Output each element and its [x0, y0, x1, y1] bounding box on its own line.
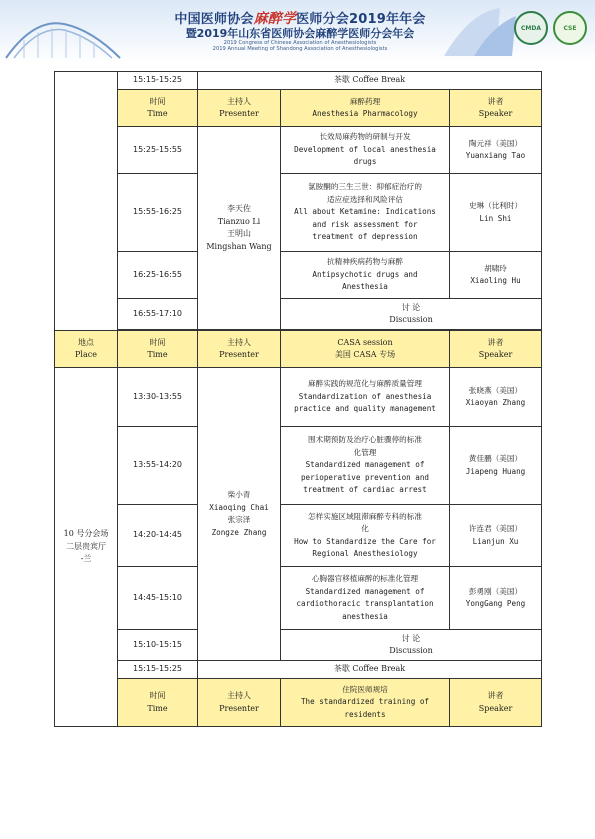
header-place: 地点 Place [55, 331, 118, 368]
time-cell: 15:10-15:15 [118, 630, 198, 661]
break-row [55, 72, 542, 90]
banner-subtitle: 暨2019年山东省医师协会麻醉学医师分会年会 [185, 27, 415, 40]
talk-speaker: 陶元祥（美国） Yuanxiang Tao [450, 127, 542, 174]
talk-topic: 抗精神疾病药物与麻醉 Antipsychotic drugs and Anesthesia [281, 252, 450, 299]
talk-topic: 心胸器官移植麻醉的标准化管理 Standardized management of cardiothoracic transplantation anesthesia [281, 567, 450, 630]
time-cell: 16:55-17:10 [118, 299, 198, 330]
time-cell: 15:15-15:25 [118, 72, 198, 90]
time-cell: 14:20-14:45 [118, 505, 198, 567]
talk-topic: 麻醉实践的规范化与麻醉质量管理 Standardization of anesthesia practice and quality management [281, 368, 450, 427]
header-speaker: 讲者 Speaker [450, 679, 542, 727]
time-cell: 14:45-15:10 [118, 567, 198, 630]
talk-row [55, 368, 542, 427]
discussion-row [55, 299, 542, 330]
break-row [55, 661, 542, 679]
place-cell-empty [55, 72, 118, 331]
header-topic: 麻醉药理 Anesthesia Pharmacology [281, 90, 450, 127]
talk-speaker: 张晓燕（美国） Xiaoyan Zhang [450, 368, 542, 427]
discussion-cell: 讨 论 Discussion [281, 299, 542, 330]
time-cell: 15:55-16:25 [118, 174, 198, 252]
talk-speaker: 胡啸玲 Xiaoling Hu [450, 252, 542, 299]
discussion-row [55, 630, 542, 661]
event-cell: 茶歇 Coffee Break [198, 72, 542, 90]
talk-row [55, 427, 542, 505]
cmda-logo: CMDA [514, 11, 548, 45]
header-presenter: 主持人 Presenter [198, 331, 281, 368]
header-row [55, 331, 542, 368]
header-banner [0, 0, 595, 62]
talk-topic: 围术期预防及治疗心脏骤停的标准 化管理 Standardized management of perioperative prevention and treatment of cardiac arrest [281, 427, 450, 505]
event-cell: 茶歇 Coffee Break [198, 661, 542, 679]
presenters-cell: 柴小青 Xiaoqing Chai 张宗泽 Zongze Zhang [198, 368, 281, 661]
talk-row [55, 567, 542, 630]
talk-speaker: 许连君（美国） Lianjun Xu [450, 505, 542, 567]
header-presenter: 主持人 Presenter [198, 90, 281, 127]
header-presenter: 主持人 Presenter [198, 679, 281, 727]
time-cell: 13:30-13:55 [118, 368, 198, 427]
talk-row [55, 127, 542, 174]
time-cell: 15:25-15:55 [118, 127, 198, 174]
time-cell: 15:15-15:25 [118, 661, 198, 679]
skyline-graphic [440, 6, 520, 58]
talk-topic: 怎样实施区域阻滞麻醉专科的标准 化 How to Standardize the Care for Regional Anesthesiology [281, 505, 450, 567]
talk-row [55, 252, 542, 299]
schedule-table [54, 71, 542, 727]
talk-topic: 氯胺酮的三生三世：抑郁症治疗的 适应症选择和风险评估 All about Ketamine: Indications and risk assessment for treatment of depression [281, 174, 450, 252]
header-time: 时间 Time [118, 679, 198, 727]
presenters-cell: 李天佐 Tianzuo Li 王明山 Mingshan Wang [198, 127, 281, 330]
header-speaker: 讲者 Speaker [450, 331, 542, 368]
header-row [55, 679, 542, 727]
header-time: 时间 Time [118, 90, 198, 127]
talk-speaker: 彭勇刚（美国） YongGang Peng [450, 567, 542, 630]
time-cell: 13:55-14:20 [118, 427, 198, 505]
time-cell: 16:25-16:55 [118, 252, 198, 299]
talk-topic: 长效局麻药物的研制与开发 Development of local anesthesia drugs [281, 127, 450, 174]
place-cell: 10 号分会场 二层贵宾厅 -兰 [55, 368, 118, 727]
talk-speaker: 史琳（比利时） Lin Shi [450, 174, 542, 252]
header-speaker: 讲者 Speaker [450, 90, 542, 127]
cse-logo: CSE [553, 11, 587, 45]
header-topic: CASA session 美国 CASA 专场 [281, 331, 450, 368]
header-time: 时间 Time [118, 331, 198, 368]
talk-speaker: 黄佳鹏（美国） Jiapeng Huang [450, 427, 542, 505]
banner-english-title: 2019 Congress of Chinese Association of Anesthesiologists 2019 Annual Meeting of Shandong Association of Anesthesiologists [212, 40, 388, 52]
discussion-cell: 讨 论 Discussion [281, 630, 542, 661]
header-row [55, 90, 542, 127]
banner-title: 中国医师协会麻醉学医师分会2019年年会 [174, 11, 426, 27]
talk-row [55, 505, 542, 567]
header-topic: 住院医师规培 The standardized training of residents [281, 679, 450, 727]
venue-building-graphic [4, 10, 122, 60]
talk-row [55, 174, 542, 252]
